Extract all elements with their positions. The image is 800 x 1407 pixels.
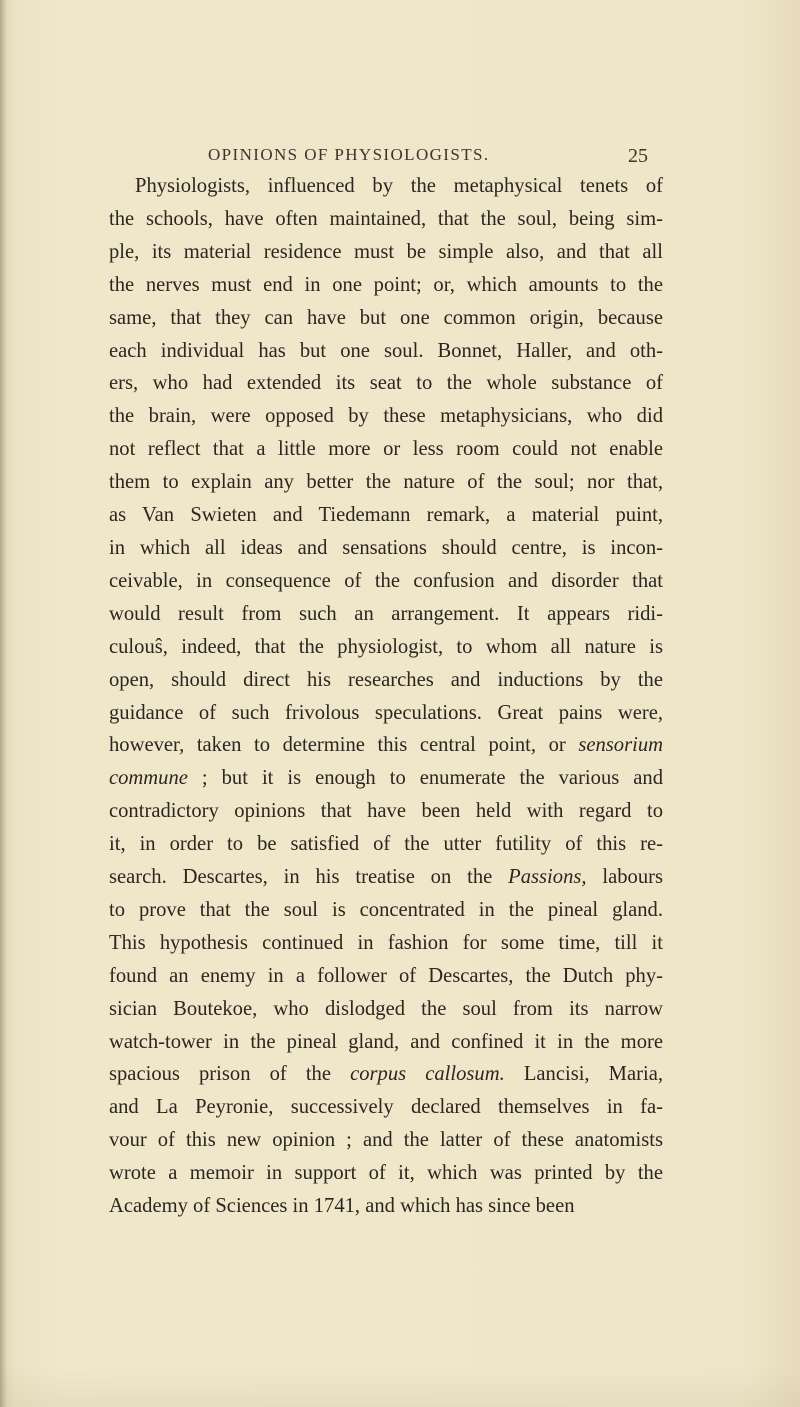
- text-line: not reflect that a little more or less room could not enable: [109, 438, 663, 461]
- text-line: the schools, have often maintained, that the soul, being sim-: [109, 207, 663, 230]
- text-line: spacious prison of the corpus callosum. Lancisi, Maria,: [109, 1063, 663, 1086]
- body-paragraph: [109, 170, 663, 1223]
- text-line: in which all ideas and sensations should centre, is incon-: [109, 536, 663, 559]
- text-line: contradictory opinions that have been held with regard to: [109, 800, 663, 823]
- running-head: [208, 145, 648, 168]
- text-line: watch-tower in the pineal gland, and confined it in the more: [109, 1030, 663, 1053]
- text-line: This hypothesis continued in fashion for some time, till it: [109, 931, 663, 954]
- text-line: search. Descartes, in his treatise on the Passions, labours: [109, 866, 664, 889]
- text-line: would result from such an arrangement. It appears ridi-: [109, 602, 663, 625]
- text-line: vour of this new opinion ; and the latter of these anatomists: [109, 1129, 663, 1152]
- text-line: the brain, were opposed by these metaphysicians, who did: [109, 405, 663, 428]
- text-line: ers, who had extended its seat to the whole substance of: [109, 372, 663, 395]
- text-line: same, that they can have but one common origin, because: [109, 306, 663, 329]
- text-line: found an enemy in a follower of Descartes, the Dutch phy-: [109, 964, 663, 987]
- text-line: and La Peyronie, successively declared themselves in fa-: [109, 1096, 663, 1119]
- text-line: each individual has but one soul. Bonnet, Haller, and oth-: [109, 339, 663, 362]
- text-line: Physiologists, influenced by the metaphysical tenets of: [135, 175, 663, 197]
- text-line: Academy of Sciences in 1741, and which has since been: [109, 1195, 575, 1218]
- page-binding-edge: [0, 0, 6, 1407]
- italic-term: corpus callosum.: [350, 1063, 505, 1086]
- italic-term: commune: [109, 767, 188, 790]
- text-line: sician Boutekoe, who dislodged the soul from its narrow: [109, 997, 663, 1020]
- text-line: the nerves must end in one point; or, which amounts to the: [109, 273, 663, 296]
- text-line: ceivable, in consequence of the confusion and disorder that: [109, 569, 663, 592]
- text-line: ple, its material residence must be simple also, and that all: [109, 240, 663, 263]
- italic-term: sensorium: [578, 734, 663, 757]
- text-line: culouŝ, indeed, that the physiologist, to whom all nature is: [109, 635, 663, 658]
- text-line: wrote a memoir in support of it, which was printed by the: [109, 1162, 663, 1185]
- page-number: 25: [628, 145, 648, 167]
- text-line: open, should direct his researches and inductions by the: [109, 668, 663, 691]
- text-line: however, taken to determine this central point, or sensorium: [109, 734, 663, 757]
- text-line: guidance of such frivolous speculations. Great pains were,: [109, 701, 663, 724]
- text-line: to prove that the soul is concentrated in the pineal gland.: [109, 898, 663, 921]
- page-shading: [0, 1367, 800, 1407]
- italic-term: Passions,: [508, 866, 587, 889]
- text-line: it, in order to be satisfied of the utter futility of this re-: [109, 833, 663, 856]
- running-head-title: OPINIONS OF PHYSIOLOGISTS.: [208, 145, 490, 164]
- text-line: them to explain any better the nature of the soul; nor that,: [109, 471, 663, 494]
- text-line: commune ; but it is enough to enumerate the various and: [109, 767, 663, 790]
- text-line: as Van Swieten and Tiedemann remark, a material puint,: [109, 504, 663, 527]
